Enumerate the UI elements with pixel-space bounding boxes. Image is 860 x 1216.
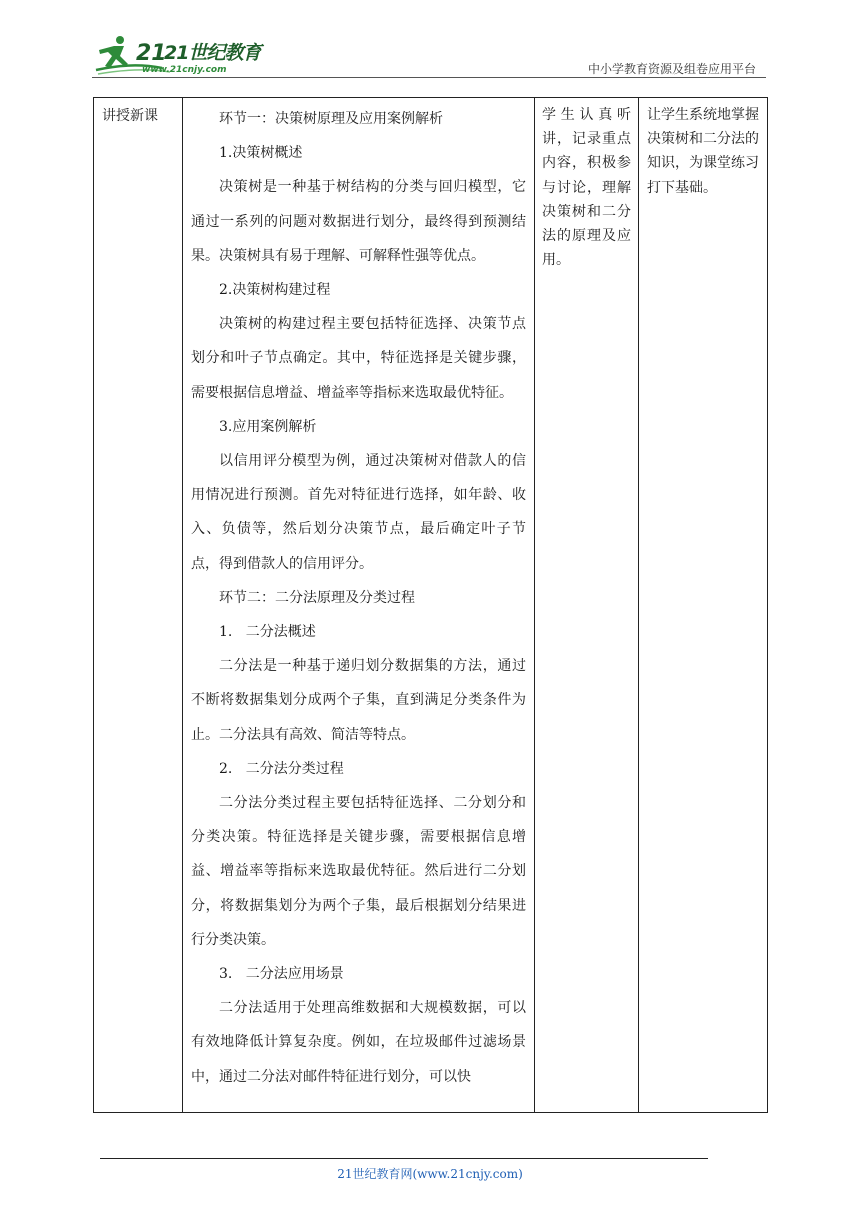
paragraph: 决策树的构建过程主要包括特征选择、决策节点划分和叶子节点确定。其中，特征选择是关键步骤，需要根据信息增益、增益率等指标来选取最优特征。 — [191, 316, 526, 401]
student-activity-cell — [535, 98, 639, 1113]
logo-url: www.21cnjy.com — [142, 65, 227, 75]
section-heading: 环节一：决策树原理及应用案例解析 — [219, 111, 443, 127]
platform-name: 中小学教育资源及组卷应用平台 — [587, 62, 756, 76]
subsection-heading: 2.决策树构建过程 — [219, 282, 331, 299]
subsection-heading: 3.应用案例解析 — [219, 418, 317, 435]
paragraph: 二分法适用于处理高维数据和大规模数据，可以有效地降低计算复杂度。例如，在垃圾邮件过滤场景中，通过二分法对邮件特征进行划分，可以快 — [191, 1000, 526, 1085]
logo-title: 21世纪教育 — [164, 42, 261, 64]
subsection-heading: 1.决策树概述 — [219, 145, 303, 162]
teaching-content-cell — [183, 98, 535, 1113]
paragraph: 二分法分类过程主要包括特征选择、二分划分和分类决策。特征选择是关键步骤，需要根据信息增益、增益率等指标来选取最优特征。然后进行二分划分，将数据集划分为两个子集，最后根据划分结果进行分类决策。 — [191, 795, 526, 948]
page-header — [92, 30, 766, 78]
section-heading: 环节二：二分法原理及分类过程 — [219, 589, 415, 606]
svg-text:21: 21 — [136, 41, 167, 66]
lesson-plan-table — [93, 97, 768, 1113]
footer-link[interactable]: 21世纪教育网(www.21cnjy.com) — [337, 1167, 523, 1181]
design-intent-cell — [639, 98, 768, 1113]
stage-cell — [94, 98, 183, 1113]
table-row — [94, 98, 768, 1113]
subsection-heading: 3. 二分法应用场景 — [219, 966, 344, 983]
paragraph: 以信用评分模型为例，通过决策树对借款人的信用情况进行预测。首先对特征进行选择，如年龄、收入、负债等，然后划分决策节点，最后确定叶子节点，得到借款人的信用评分。 — [191, 453, 526, 572]
student-activity-text: 学生认真听讲，记录重点内容，积极参与讨论，理解决策树和二分法的原理及应用。 — [542, 107, 631, 269]
subsection-heading: 1. 二分法概述 — [219, 624, 316, 641]
site-logo[interactable] — [92, 34, 262, 78]
paragraph: 决策树是一种基于树结构的分类与回归模型，它通过一系列的问题对数据进行划分，最终得到预测结果。决策树具有易于理解、可解释性强等优点。 — [191, 179, 526, 264]
stage-label: 讲授新课 — [102, 108, 158, 124]
footer-divider — [100, 1158, 708, 1159]
paragraph: 二分法是一种基于递归划分数据集的方法，通过不断将数据集划分成两个子集，直到满足分类条件为止。二分法具有高效、简洁等特点。 — [191, 658, 526, 743]
subsection-heading: 2. 二分法分类过程 — [219, 760, 344, 777]
design-intent-text: 让学生系统地掌握决策树和二分法的知识，为课堂练习打下基础。 — [647, 107, 759, 196]
header-divider — [92, 77, 766, 78]
